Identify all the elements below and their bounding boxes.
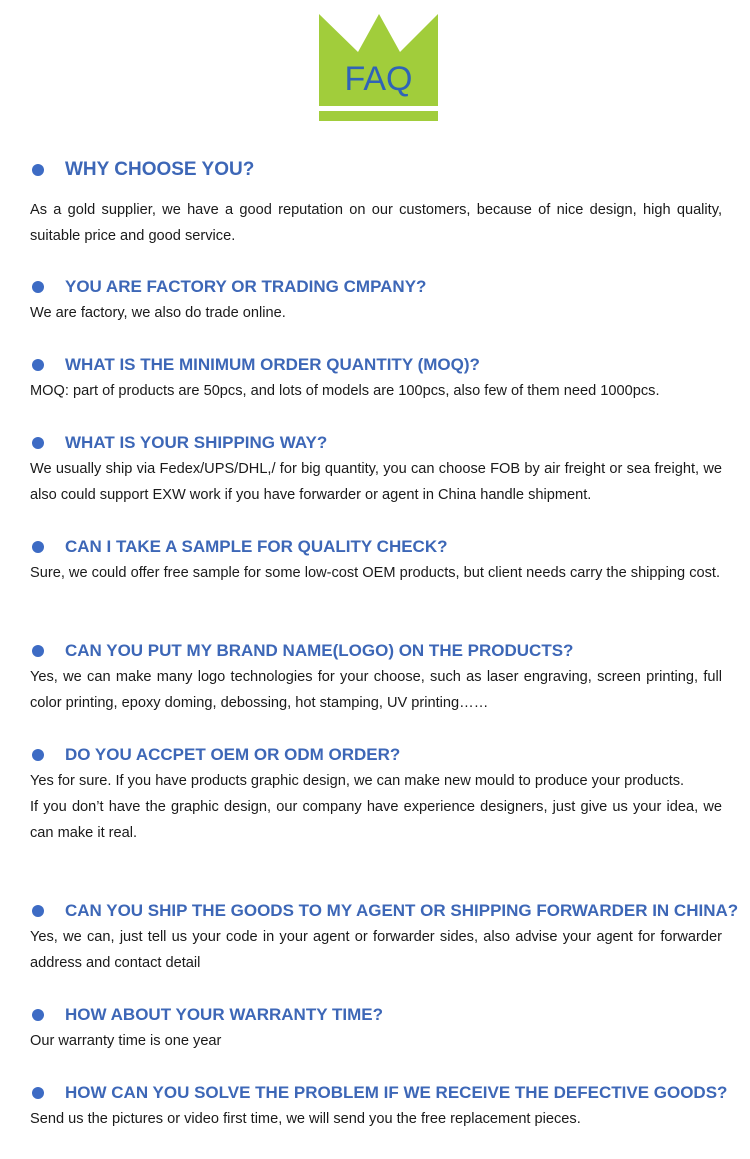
faq-question-text: WHY CHOOSE YOU? <box>65 159 255 180</box>
faq-question <box>0 534 750 560</box>
faq-answer-paragraph: Sure, we could offer free sample for some low-cost OEM products, but client needs carry the shipping cost. <box>30 565 721 581</box>
faq-question <box>0 638 750 664</box>
faq-question <box>0 742 750 768</box>
faq-question <box>0 430 750 456</box>
faq-question-text: WHAT IS YOUR SHIPPING WAY? <box>65 433 328 452</box>
faq-answer <box>30 197 722 249</box>
faq-answer-paragraph: If you don’t have the graphic design, our company have experience designers, just give us your idea, we can make it real. <box>30 799 722 841</box>
faq-answer-paragraph: Our warranty time is one year <box>30 1033 222 1049</box>
faq-answer <box>30 768 722 846</box>
faq-answer-paragraph: Yes for sure. If you have products graphic design, we can make new mould to produce your products. <box>30 773 685 789</box>
faq-answer <box>30 300 722 326</box>
bullet-dot-icon <box>32 1009 44 1021</box>
bullet-dot-icon <box>32 164 44 176</box>
faq-answer <box>30 456 722 508</box>
faq-question <box>0 157 750 183</box>
faq-question <box>0 352 750 378</box>
faq-answer <box>30 1106 722 1132</box>
crown-base-bar <box>319 111 438 121</box>
faq-answer-paragraph: We are factory, we also do trade online. <box>30 305 286 321</box>
bullet-dot-icon <box>32 1087 44 1099</box>
faq-answer <box>30 664 722 716</box>
bullet-dot-icon <box>32 281 44 293</box>
faq-question-text: HOW ABOUT YOUR WARRANTY TIME? <box>65 1005 383 1024</box>
faq-question-text: HOW CAN YOU SOLVE THE PROBLEM IF WE RECEIVE THE DEFECTIVE GOODS? <box>65 1083 728 1102</box>
faq-question-text: CAN YOU PUT MY BRAND NAME(LOGO) ON THE PRODUCTS? <box>65 641 574 660</box>
bullet-dot-icon <box>32 645 44 657</box>
bullet-dot-icon <box>32 437 44 449</box>
faq-crown-logo <box>319 14 438 121</box>
faq-answer-paragraph: Yes, we can, just tell us your code in your agent or forwarder sides, also advise your agent for forwarder address and contact detail <box>30 929 722 971</box>
faq-question-text: DO YOU ACCPET OEM OR ODM ORDER? <box>65 745 401 764</box>
faq-answer <box>30 924 722 976</box>
faq-answer-paragraph: As a gold supplier, we have a good reputation on our customers, because of nice design, high quality, suitable price and good service. <box>30 202 722 244</box>
bullet-dot-icon <box>32 749 44 761</box>
faq-answer-paragraph: Send us the pictures or video first time, we will send you the free replacement pieces. <box>30 1111 581 1127</box>
faq-question <box>0 274 750 300</box>
bullet-dot-icon <box>32 905 44 917</box>
faq-question-text: YOU ARE FACTORY OR TRADING CMPANY? <box>65 277 427 296</box>
bullet-dot-icon <box>32 541 44 553</box>
faq-logo-text: FAQ <box>344 60 413 98</box>
faq-answer-paragraph: We usually ship via Fedex/UPS/DHL,/ for big quantity, you can choose FOB by air freight or sea freight, we also could support EXW work if you have forwarder or agent in China handle shipment. <box>30 461 722 503</box>
faq-question <box>0 1080 750 1106</box>
faq-question <box>0 898 750 924</box>
faq-answer <box>30 1028 722 1054</box>
faq-answer-paragraph: MOQ: part of products are 50pcs, and lots of models are 100pcs, also few of them need 1000pcs. <box>30 383 660 399</box>
faq-question-text: WHAT IS THE MINIMUM ORDER QUANTITY (MOQ)? <box>65 355 480 374</box>
faq-answer <box>30 560 722 586</box>
faq-question-text: CAN I TAKE A SAMPLE FOR QUALITY CHECK? <box>65 537 448 556</box>
faq-question-text: CAN YOU SHIP THE GOODS TO MY AGENT OR SHIPPING FORWARDER IN CHINA? <box>65 901 739 920</box>
faq-question <box>0 1002 750 1028</box>
faq-answer <box>30 378 722 404</box>
faq-answer-paragraph: Yes, we can make many logo technologies for your choose, such as laser engraving, screen printing, full color printing, epoxy doming, debossing, hot stamping, UV printing…… <box>30 669 722 711</box>
bullet-dot-icon <box>32 359 44 371</box>
